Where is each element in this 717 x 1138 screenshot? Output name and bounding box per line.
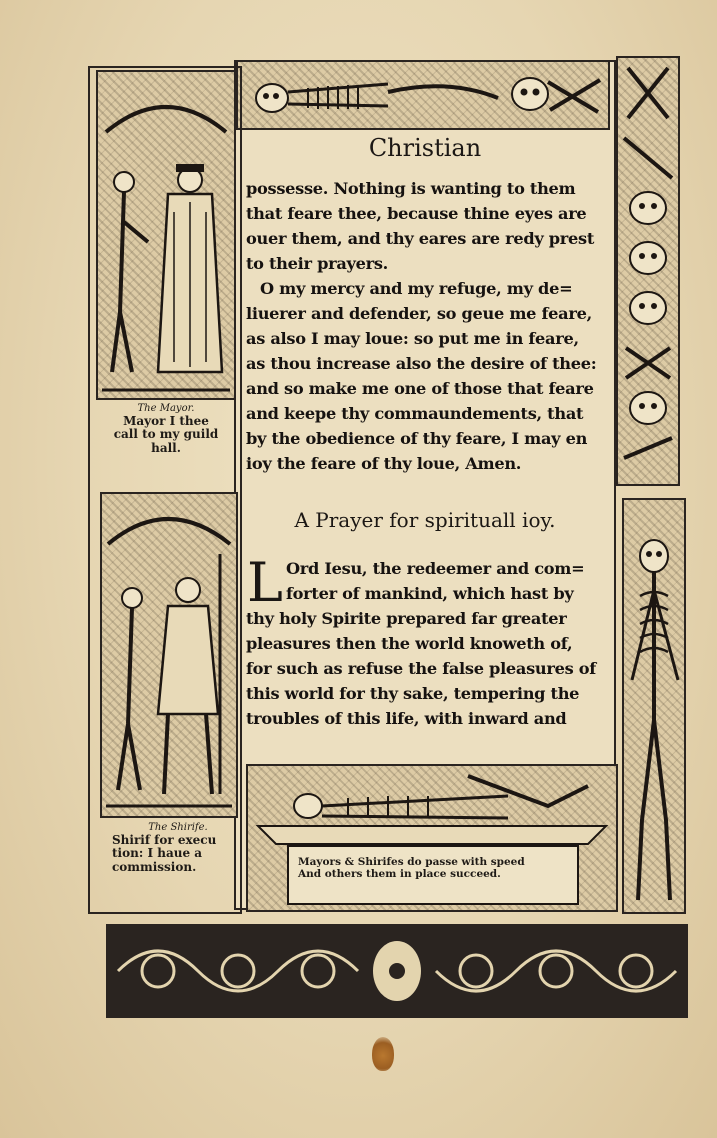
- wax-stain: [372, 1037, 394, 1071]
- text-line: O my mercy and my refuge, my de=: [260, 279, 573, 298]
- prayer-text-block: [246, 551, 618, 731]
- text-line: liuerer and defender, so geue me feare,: [246, 304, 592, 323]
- text-line: for such as refuse the false pleasures of: [246, 659, 596, 678]
- text-line: ioy the feare of thy loue, Amen.: [246, 454, 522, 473]
- shirife-caption-line: Shirif for execu: [112, 832, 217, 847]
- tomb-caption: [298, 856, 568, 880]
- mayor-caption-line: call to my guild: [113, 427, 219, 442]
- text-line: to their prayers.: [246, 254, 388, 273]
- standing-skeleton-illustration: [624, 500, 684, 912]
- tomb-woodcut: [246, 764, 618, 912]
- shirife-caption-line: commission.: [112, 860, 197, 875]
- text-line: thy holy Spirite prepared far greater: [246, 609, 567, 628]
- top-skeleton-woodcut: [236, 60, 610, 130]
- text-line: as thou increase also the desire of thee:: [246, 354, 597, 373]
- tomb-caption-line: Mayors & Shirifes do passe with speed: [298, 856, 525, 868]
- skulls-illustration: [618, 58, 678, 484]
- standing-skeleton-woodcut: [622, 498, 686, 914]
- text-line: forter of mankind, which hast by: [286, 584, 574, 603]
- text-line: and so make me one of those that feare: [246, 379, 594, 398]
- mayor-caption-small: The Mayor.: [137, 403, 195, 414]
- text-line: ouer them, and thy eares are redy prest: [246, 229, 595, 248]
- skeleton-lying-illustration: [238, 62, 608, 128]
- text-line: Ord Iesu, the redeemer and com=: [286, 559, 585, 578]
- text-line: possesse. Nothing is wanting to them: [246, 179, 576, 198]
- prayer-title: A Prayer for spirituall ioy.: [294, 508, 556, 532]
- main-text-block: [246, 176, 618, 476]
- mayor-caption-line: Mayor I thee: [123, 413, 209, 428]
- bones-skulls-woodcut: [616, 56, 680, 486]
- text-line: this world for thy sake, tempering the: [246, 684, 580, 703]
- text-line: by the obedience of thy feare, I may en: [246, 429, 588, 448]
- drop-cap: L: [247, 551, 283, 614]
- tomb-skeleton-illustration: [248, 766, 616, 910]
- text-line: pleasures then the world knoweth of,: [246, 634, 573, 653]
- left-column-frame: [88, 66, 242, 914]
- text-line: troubles of this life, with inward and: [246, 709, 567, 728]
- shirife-caption-line: tion: I haue a: [112, 846, 203, 861]
- page-heading: Christian: [368, 134, 482, 162]
- tomb-caption-line: And others them in place succeed.: [298, 868, 501, 881]
- foliage-ornament-illustration: [108, 926, 686, 1016]
- text-line: that feare thee, because thine eyes are: [246, 204, 587, 223]
- text-line: as also I may loue: so put me in feare,: [246, 329, 579, 348]
- shirife-caption-small: The Shirife.: [148, 822, 208, 833]
- bottom-ornamental-border: [106, 924, 688, 1018]
- mayor-caption-line: hall.: [151, 441, 181, 456]
- text-line: and keepe thy commaundements, that: [246, 404, 584, 423]
